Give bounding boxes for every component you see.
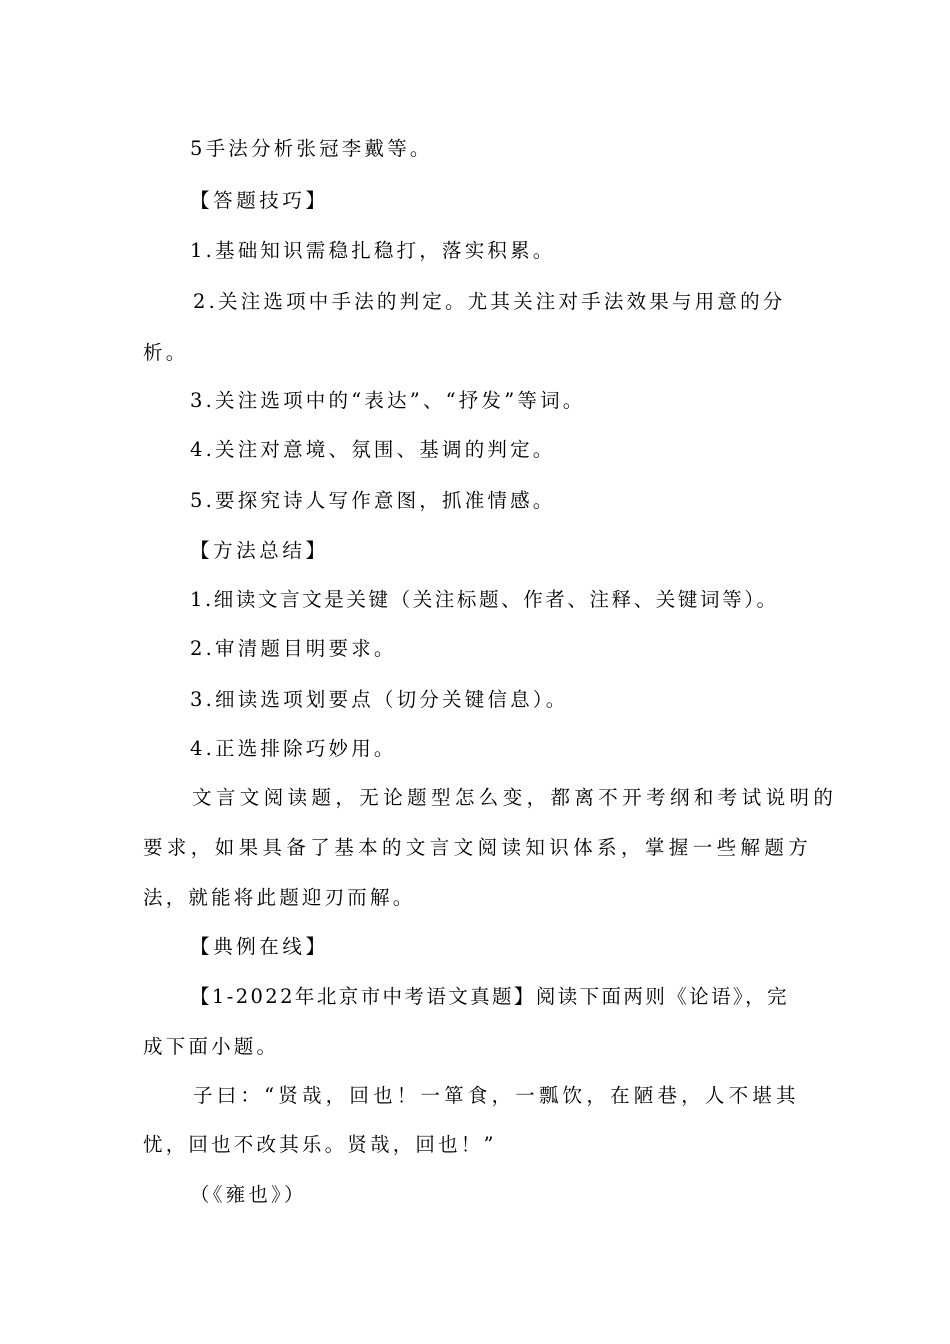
text-line: 4.关注对意境、氛围、基调的判定。	[190, 438, 556, 461]
text-line: 3.细读选项划要点（切分关键信息）。	[190, 688, 569, 711]
text-line: 【1-2022年北京市中考语文真题】阅读下面两则《论语》，完	[190, 985, 789, 1008]
text-line: （《雍也》）	[190, 1183, 307, 1206]
text-line: 忧，回也不改其乐。贤哉，回也！”	[143, 1133, 497, 1156]
text-line: 3.关注选项中的“表达”、“抒发”等词。	[190, 389, 586, 412]
section-heading: 【典例在线】	[190, 935, 329, 958]
text-line: 5手法分析张冠李戴等。	[190, 137, 433, 160]
section-heading: 【答题技巧】	[190, 189, 329, 212]
text-line: 4.正选排除巧妙用。	[190, 737, 397, 760]
text-line: 文言文阅读题，无论题型怎么变，都离不开考纲和考试说明的	[192, 786, 838, 809]
text-line: 2.关注选项中手法的判定。尤其关注对手法效果与用意的分	[193, 290, 786, 313]
text-line: 析。	[143, 341, 189, 364]
text-line: 2.审清题目明要求。	[190, 637, 397, 660]
text-line: 5.要探究诗人写作意图，抓准情感。	[190, 489, 556, 512]
text-line: 法，就能将此题迎刃而解。	[143, 886, 416, 909]
text-line: 要求，如果具备了基本的文言文阅读知识体系，掌握一些解题方	[143, 836, 813, 859]
text-line: 成下面小题。	[143, 1035, 280, 1058]
text-line: 1.基础知识需稳扎稳打，落实积累。	[190, 239, 556, 262]
section-heading: 【方法总结】	[190, 539, 329, 562]
text-line: 1.细读文言文是关键（关注标题、作者、注释、关键词等）。	[190, 588, 779, 611]
text-line: 子曰：“贤哉，回也！一箪食，一瓢饮，在陋巷，人不堪其	[193, 1084, 800, 1107]
